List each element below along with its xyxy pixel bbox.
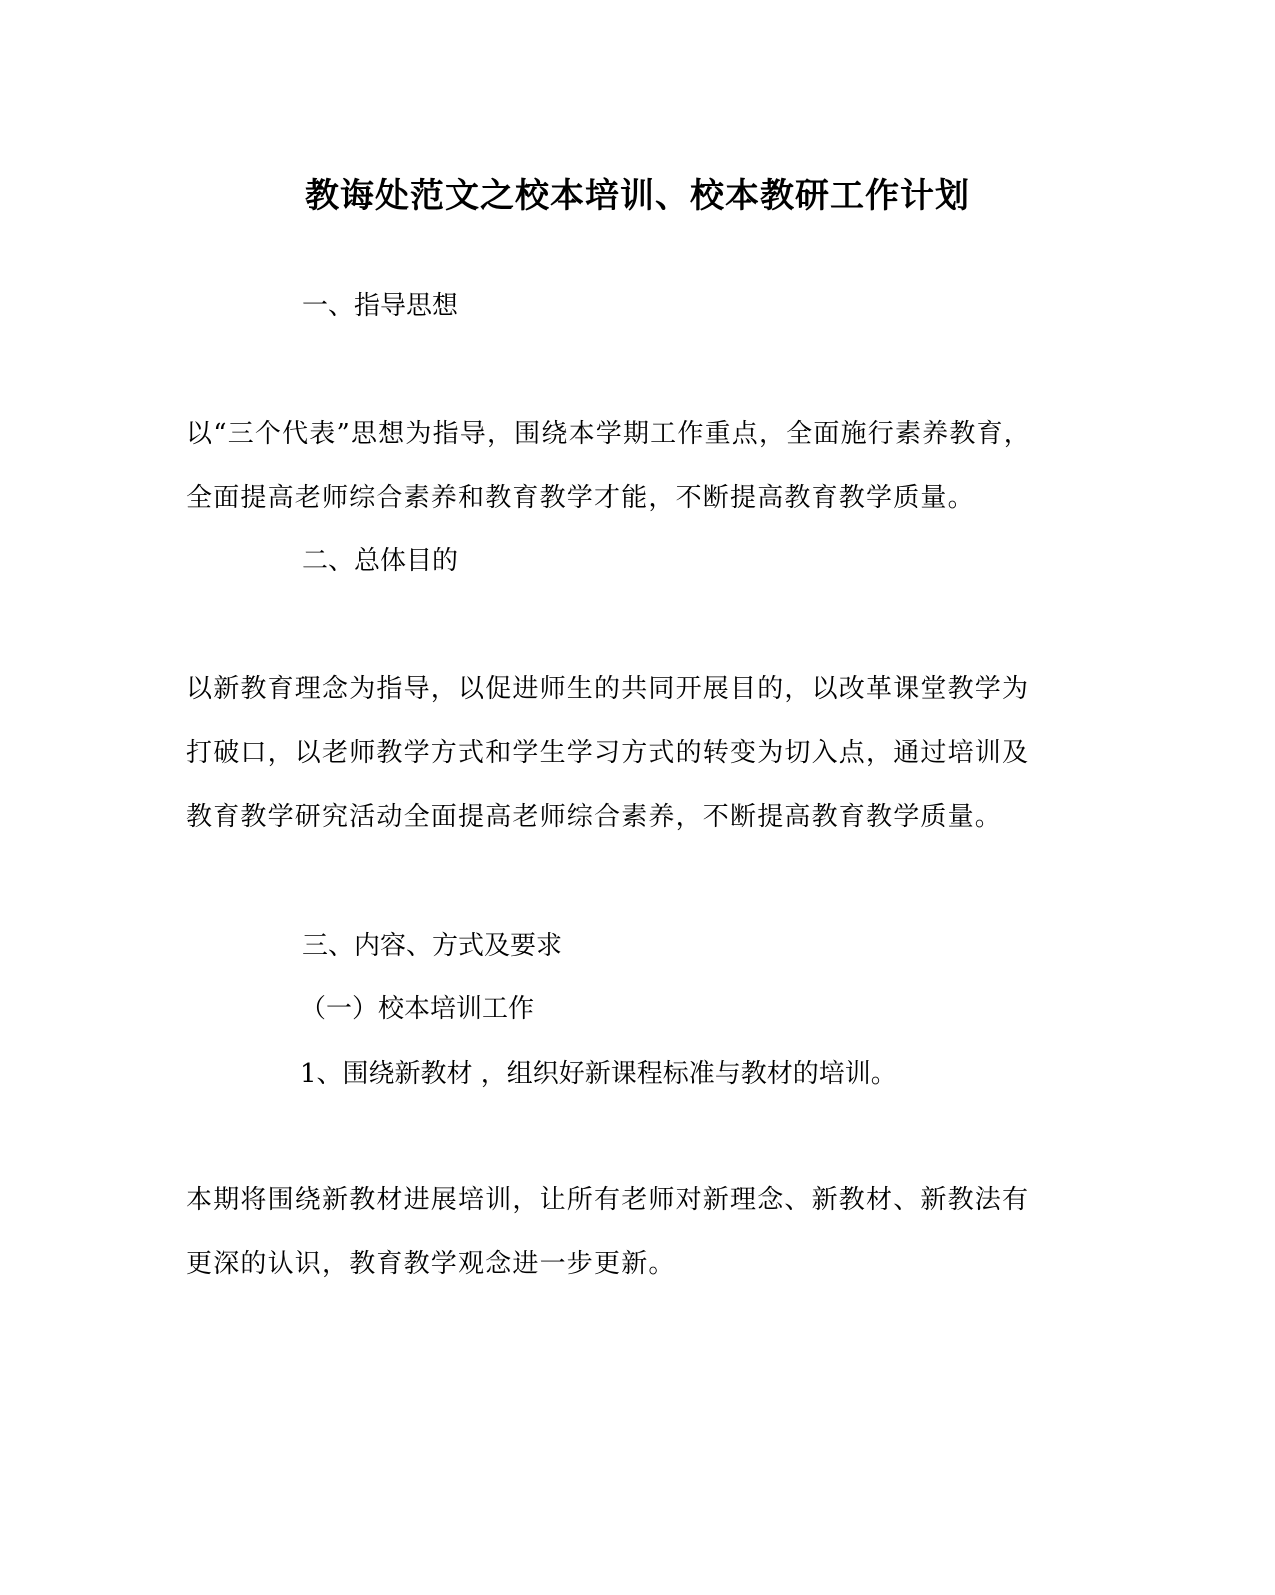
paragraph-overall-goal: 以新教育理念为指导，以促进师生的共同开展目的，以改革课堂教学为打破口，以老师教学方式和学生学习方式的转变为切入点，通过培训及教育教学研究活动全面提高老师综合素养，不断提高教育教学质量。	[186, 674, 1030, 832]
section-heading-guiding-thought: 一、指导思想	[302, 291, 459, 321]
paragraph-training-plan: 本期将围绕新教材进展培训，让所有老师对新理念、新教材、新教法有更深的认识，教育教学观念进一步更新。	[186, 1185, 1030, 1279]
document-title: 教诲处范文之校本培训、校本教研工作计划	[305, 176, 970, 216]
paragraph-guiding-thought: 以“三个代表”思想为指导，围绕本学期工作重点，全面施行素养教育，全面提高老师综合素养和教育教学才能，不断提高教育教学质量。	[186, 419, 1031, 513]
subheading-school-training: （一）校本培训工作	[300, 994, 535, 1024]
list-item-new-textbook: 1、围绕新教材 ，组织好新课程标准与教材的培训。	[300, 1059, 897, 1089]
section-heading-content-methods: 三、内容、方式及要求	[302, 931, 563, 961]
section-heading-overall-goal: 二、总体目的	[302, 546, 459, 576]
